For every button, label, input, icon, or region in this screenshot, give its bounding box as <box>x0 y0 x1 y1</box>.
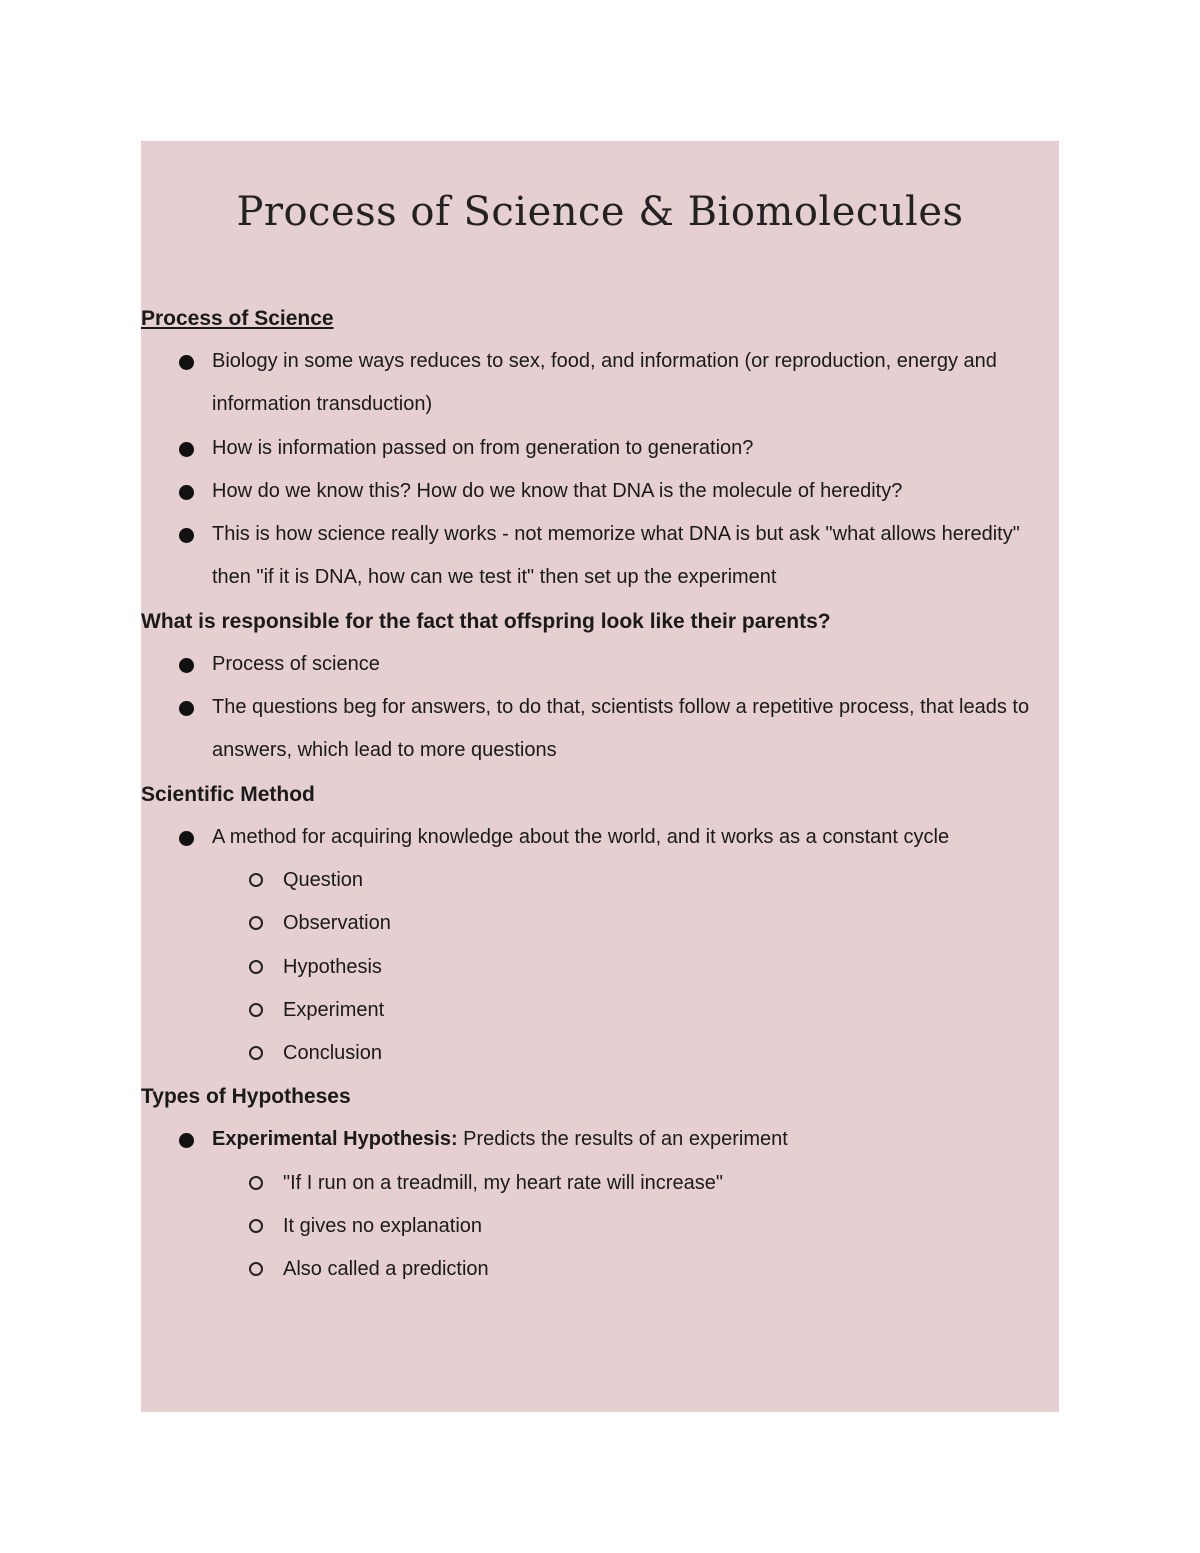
list-item <box>141 427 1059 470</box>
bullet-icon <box>179 701 194 716</box>
bullet-icon <box>179 528 194 543</box>
list-item-text: Process of science <box>212 652 380 675</box>
bullet-list <box>141 340 1059 600</box>
sub-list-item <box>212 902 1051 945</box>
sub-list-item <box>212 1205 1051 1248</box>
bullet-icon <box>179 1133 194 1148</box>
sub-list-item-text: Experiment <box>283 998 385 1021</box>
document-page <box>141 141 1059 1412</box>
list-item <box>141 513 1059 600</box>
list-item <box>141 340 1059 427</box>
sub-list-item-text: Also called a prediction <box>283 1258 489 1281</box>
bullet-icon <box>179 485 194 500</box>
sub-list-item-text: "If I run on a treadmill, my heart rate will increase" <box>283 1171 723 1194</box>
hollow-bullet-icon <box>249 873 263 887</box>
term-definition: Predicts the results of an experiment <box>457 1128 788 1151</box>
page-title: Process of Science & Biomolecules <box>236 189 964 235</box>
hollow-bullet-icon <box>249 1219 263 1233</box>
term-label: Experimental Hypothesis: <box>212 1128 458 1151</box>
hollow-bullet-icon <box>249 960 263 974</box>
sub-bullet-list <box>212 1162 1051 1292</box>
list-item-text: How do we know this? How do we know that DNA is the molecule of heredity? <box>212 479 903 502</box>
hollow-bullet-icon <box>249 1176 263 1190</box>
sub-list-item <box>212 946 1051 989</box>
list-item-text: A method for acquiring knowledge about the world, and it works as a constant cycle <box>212 825 950 848</box>
list-item-text: The questions beg for answers, to do that, scientists follow a repetitive process, that leads to answers, which lead to more questions <box>212 696 1030 762</box>
bullet-icon <box>179 658 194 673</box>
hollow-bullet-icon <box>249 1003 263 1017</box>
section-heading-scientific-method: Scientific Method <box>141 782 315 806</box>
section-heading-process-of-science: Process of Science <box>141 307 334 330</box>
sub-list-item <box>212 859 1051 902</box>
sub-list-item-text: Hypothesis <box>283 955 382 978</box>
bullet-list <box>141 816 1059 1076</box>
list-item-text: Biology in some ways reduces to sex, food, and information (or reproduction, energy and information transduction) <box>212 350 997 416</box>
list-item-text: How is information passed on from generation to generation? <box>212 436 754 459</box>
list-item <box>141 816 1059 1076</box>
section-heading-offspring-question: What is responsible for the fact that offspring look like their parents? <box>141 609 831 633</box>
list-item <box>141 1118 1059 1291</box>
sub-list-item-text: Observation <box>283 912 391 935</box>
sub-list-item-text: It gives no explanation <box>283 1215 483 1238</box>
hollow-bullet-icon <box>249 916 263 930</box>
sub-list-item <box>212 989 1051 1032</box>
list-item <box>141 686 1059 773</box>
sub-list-item <box>212 1032 1051 1075</box>
bullet-icon <box>179 831 194 846</box>
bullet-list <box>141 1118 1059 1291</box>
section-heading-types-of-hypotheses: Types of Hypotheses <box>141 1085 351 1109</box>
notes-content <box>141 297 1059 1292</box>
sub-list-item <box>212 1162 1051 1205</box>
sub-bullet-list <box>212 859 1051 1075</box>
sub-list-item-text: Conclusion <box>283 1042 382 1065</box>
list-item <box>141 643 1059 686</box>
bullet-icon <box>179 355 194 370</box>
hollow-bullet-icon <box>249 1262 263 1276</box>
sub-list-item <box>212 1248 1051 1291</box>
bullet-list <box>141 643 1059 773</box>
list-item-text: This is how science really works - not memorize what DNA is but ask "what allows heredity" then "if it is DNA, how can we test it" then set up the experiment <box>212 523 1020 589</box>
list-item <box>141 470 1059 513</box>
sub-list-item-text: Question <box>283 868 364 891</box>
bullet-icon <box>179 442 194 457</box>
hollow-bullet-icon <box>249 1046 263 1060</box>
